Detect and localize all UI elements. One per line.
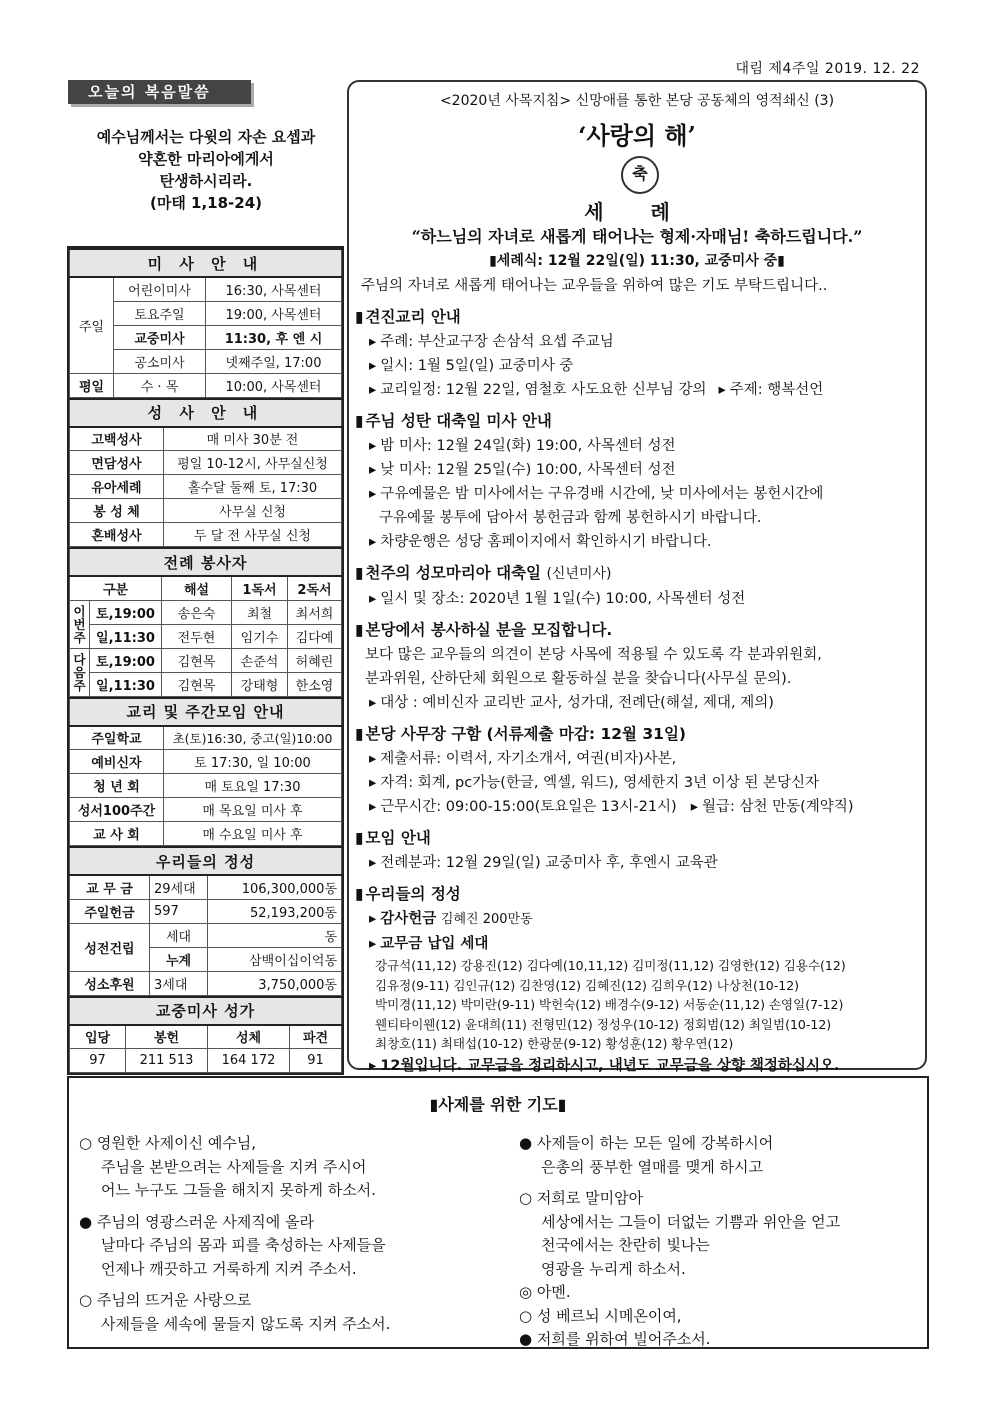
mass-time: 넷째주일, 17:00 bbox=[206, 349, 342, 373]
mass-name: 공소미사 bbox=[114, 349, 206, 373]
offering-label: 교 무 금 bbox=[70, 875, 150, 899]
sacrament-name: 유아세례 bbox=[70, 475, 164, 499]
list-item: ▸ 월급: 삼천 만동(계약직) bbox=[677, 795, 854, 819]
mass-name: 수 · 목 bbox=[114, 373, 206, 397]
server-time: 토,19:00 bbox=[90, 648, 162, 672]
prayer-line: 영광을 누리게 하소서. bbox=[541, 1259, 686, 1278]
col-header: 1독서 bbox=[232, 576, 288, 600]
sacrament-title: 성 사 안 내 bbox=[70, 399, 342, 427]
staff-hours-row bbox=[349, 795, 925, 819]
building-amount: 동 bbox=[208, 923, 342, 947]
building-sub-label: 세대 bbox=[150, 923, 208, 947]
server-time: 토,19:00 bbox=[90, 600, 162, 624]
meeting-name: 주일학교 bbox=[70, 726, 164, 750]
list-item: ▸ 주제: 행복선언 bbox=[706, 378, 823, 402]
offering-count: 597 bbox=[150, 899, 208, 923]
sacrament-name: 혼배성사 bbox=[70, 523, 164, 547]
prayer-line: ◎ 아멘. bbox=[519, 1283, 571, 1301]
name-line: 최창호(11) 최태섭(10-12) 한광문(9-12) 황성훈(12) 황우연(12) bbox=[375, 1036, 734, 1051]
prayer-line: ● 주님의 영광스러운 사제직에 올라 bbox=[79, 1212, 315, 1231]
meeting-name: 청 년 회 bbox=[70, 774, 164, 798]
gospel-text bbox=[68, 126, 344, 214]
col-header: 2독서 bbox=[288, 576, 342, 600]
mass-title: 미 사 안 내 bbox=[70, 249, 342, 277]
closing-note: ▸ 12월입니다. 교무금을 정리하시고, 내년도 교무금을 상향 책정하십시오. bbox=[349, 1054, 925, 1078]
building-sub-label: 누계 bbox=[150, 947, 208, 971]
server-time: 일,11:30 bbox=[90, 624, 162, 648]
mass-name: 토요주일 bbox=[114, 301, 206, 325]
mass-time: 19:00, 사목센터 bbox=[206, 301, 342, 325]
section-heading: ▮ 우리들의 정성 bbox=[349, 881, 925, 907]
info-sidebar bbox=[67, 246, 344, 1075]
prayer-line: 어느 누구도 그들을 해치지 못하게 하소서. bbox=[101, 1181, 376, 1199]
prayer-line: ○ 저희로 말미암아 bbox=[519, 1189, 644, 1207]
weekday-label: 평일 bbox=[70, 373, 114, 397]
offering-count: 3세대 bbox=[150, 971, 208, 995]
list-item: ▸ 자격: 회계, pc가능(한글, 엑셀, 워드), 영세한지 3년 이상 된 본당신자 bbox=[349, 771, 925, 795]
list-item bbox=[349, 907, 925, 932]
building-label: 성전건립 bbox=[70, 923, 150, 971]
list-item: ▸ 구유예물은 밤 미사에서는 구유경배 시간에, 낮 미사에서는 봉헌시간에 bbox=[349, 482, 925, 506]
prayer-line: ○ 영원한 사제이신 예수님, bbox=[79, 1134, 257, 1152]
list-item: ▸ 전례분과: 12월 29일(일) 교중미사 후, 후엔시 교육관 bbox=[349, 851, 925, 875]
name-line: 김유정(9-11) 김인규(12) 김찬영(12) 김혜진(12) 김희우(12) 나상천(10-12) bbox=[375, 977, 800, 993]
offering-count: 29세대 bbox=[150, 875, 208, 899]
list-item-continued: 구유예물 봉투에 담아서 봉헌금과 함께 봉헌하시기 바랍니다. bbox=[379, 510, 762, 526]
sacrament-info: 두 달 전 사무실 신청 bbox=[164, 523, 342, 547]
tithe-names bbox=[349, 956, 925, 1054]
server-name: 김현목 bbox=[162, 672, 232, 696]
list-item: ▸ 낮 미사: 12월 25일(수) 10:00, 사목센터 성전 bbox=[349, 458, 925, 482]
server-name: 김다예 bbox=[288, 624, 342, 648]
gospel-line: 약혼한 마리아에게서 bbox=[138, 150, 274, 168]
sunday-label: 주일 bbox=[70, 277, 114, 373]
offering-amount: 106,300,000동 bbox=[208, 875, 342, 899]
list-item: ▸ 일시 및 장소: 2020년 1월 1일(수) 10:00, 사목센터 성전 bbox=[349, 587, 925, 611]
prayer-line: ○ 주님의 뜨거운 사랑으로 bbox=[79, 1291, 252, 1309]
offering-amount: 52,193,200동 bbox=[208, 899, 342, 923]
list-item: ▸ 일시: 1월 5일(일) 교중미사 중 bbox=[349, 354, 925, 378]
name-line: 강규석(11,12) 강용진(12) 김다예(10,11,12) 김미정(11,12) 김영한(12) 김용수(12) bbox=[375, 958, 846, 973]
offering-amount: 3,750,000동 bbox=[208, 971, 342, 995]
year-title: ‘사랑의 해’ bbox=[578, 121, 696, 150]
server-name: 임기수 bbox=[232, 624, 288, 648]
gospel-line: 예수님께서는 다윗의 자손 요셉과 bbox=[96, 128, 316, 146]
paragraph-line: 분과위원, 산하단체 회원으로 활동하실 분을 찾습니다(사무실 문의). bbox=[365, 671, 792, 687]
sacrament-name: 면담성사 bbox=[70, 451, 164, 475]
sacrament-info: 사무실 신청 bbox=[164, 499, 342, 523]
section-heading: ▮ 본당에서 봉사하실 분을 모집합니다. bbox=[349, 617, 925, 643]
gospel-line: 탄생하시리라. bbox=[159, 172, 253, 190]
server-name: 송은숙 bbox=[162, 600, 232, 624]
list-item: ▸ 차량운행은 성당 홈페이지에서 확인하시기 바랍니다. bbox=[349, 530, 925, 554]
meeting-time: 토 17:30, 일 10:00 bbox=[164, 750, 342, 774]
prayer-line: 사제들을 세속에 물들지 않도록 지켜 주소서. bbox=[101, 1314, 391, 1333]
confirm-schedule-row bbox=[349, 378, 925, 402]
list-item: ▸ 밤 미사: 12월 24일(화) 19:00, 사목센터 성전 bbox=[349, 434, 925, 458]
this-week-label: 이번주 bbox=[70, 600, 90, 648]
meeting-time: 매 수요일 미사 후 bbox=[164, 822, 342, 846]
mass-time: 10:00, 사목센터 bbox=[206, 373, 342, 397]
baptism-text: 주님의 자녀로 새롭게 태어나는 교우들을 위하여 많은 기도 부탁드립니다.. bbox=[361, 278, 828, 294]
prayer-line: ○ 성 베르뇌 시메온이여, bbox=[519, 1306, 682, 1325]
paragraph-line: 보다 많은 교우들의 의견이 본당 사목에 적용될 수 있도록 각 분과위원회, bbox=[365, 647, 822, 663]
prayer-line: 은총의 풍부한 열매를 맺게 하시고 bbox=[541, 1157, 763, 1176]
section-heading: ▮ 모임 안내 bbox=[349, 825, 925, 851]
server-name: 전두현 bbox=[162, 624, 232, 648]
mass-time: 16:30, 사목센터 bbox=[206, 277, 342, 301]
hymns-title: 교중미사 성가 bbox=[70, 997, 342, 1025]
server-name: 강태형 bbox=[232, 672, 288, 696]
list-item: ▸ 대상 : 예비신자 교리반 교사, 성가대, 전례단(해설, 제대, 제의) bbox=[349, 691, 925, 715]
server-name: 한소영 bbox=[288, 672, 342, 696]
sacrament-info: 홀수달 둘째 토, 17:30 bbox=[164, 475, 342, 499]
hymn-number: 211 513 bbox=[126, 1049, 208, 1073]
offering-label: 성소후원 bbox=[70, 971, 150, 995]
offering-label: 주일헌금 bbox=[70, 899, 150, 923]
server-name: 최철 bbox=[232, 600, 288, 624]
meeting-time: 초(토)16:30, 중고(일)10:00 bbox=[164, 726, 342, 750]
servers-title: 전례 봉사자 bbox=[70, 548, 342, 576]
list-item: ▸ 주례: 부산교구장 손삼석 요셉 주교님 bbox=[349, 330, 925, 354]
meeting-name: 교 사 회 bbox=[70, 822, 164, 846]
bulletin-date: 대림 제4주일 2019. 12. 22 bbox=[735, 61, 920, 77]
hymn-number: 97 bbox=[70, 1049, 126, 1073]
offering-title: 우리들의 정성 bbox=[70, 847, 342, 875]
name-line: 웬티타이웬(12) 윤대희(11) 전형민(12) 정성우(10-12) 정회범(12) 최일범(10-12) bbox=[375, 1016, 832, 1032]
mass-name: 어린이미사 bbox=[114, 277, 206, 301]
prayer-line: 세상에서는 그들이 더없는 기쁨과 위안을 얻고 bbox=[541, 1212, 841, 1231]
prayer-right-column bbox=[519, 1132, 919, 1352]
col-header: 구분 bbox=[70, 576, 162, 600]
pastoral-subtitle: <2020년 사목지침> 신망애를 통한 본당 공동체의 영적쇄신 (3) bbox=[439, 93, 835, 109]
server-name: 김현목 bbox=[162, 648, 232, 672]
server-name: 허혜린 bbox=[288, 648, 342, 672]
hymn-number: 91 bbox=[290, 1049, 342, 1073]
hymns-table bbox=[69, 996, 342, 1074]
baptism-quote: “하느님의 자녀로 새롭게 태어나는 형제·자매님! 축하드립니다.” bbox=[411, 227, 863, 246]
section-heading: ▮ 본당 사무장 구함 (서류제출 마감: 12월 31일) bbox=[349, 721, 925, 747]
offering-table bbox=[69, 846, 342, 996]
next-week-label: 다음주 bbox=[70, 648, 90, 696]
meeting-name: 성서100주간 bbox=[70, 798, 164, 822]
mass-name: 교중미사 bbox=[114, 325, 206, 349]
thanks-label: 감사헌금 bbox=[380, 911, 437, 927]
servers-table bbox=[69, 547, 342, 697]
section-heading: ▮ 견진교리 안내 bbox=[349, 304, 925, 330]
list-item: ▸ 제출서류: 이력서, 자기소개서, 여권(비자)사본, bbox=[349, 747, 925, 771]
list-item: ▸ 교리일정: 12월 22일, 염철호 사도요한 신부님 강의 bbox=[349, 378, 706, 402]
hymn-header: 봉헌 bbox=[126, 1025, 208, 1049]
meeting-time: 매 목요일 미사 후 bbox=[164, 798, 342, 822]
prayer-line: 천국에서는 찬란히 빛나는 bbox=[541, 1236, 710, 1254]
meeting-time: 매 토요일 17:30 bbox=[164, 774, 342, 798]
hymn-header: 파견 bbox=[290, 1025, 342, 1049]
prayer-left-column bbox=[79, 1132, 499, 1336]
prayer-line: ● 사제들이 하는 모든 일에 강복하시어 bbox=[519, 1134, 774, 1152]
hymn-header: 성체 bbox=[208, 1025, 290, 1049]
prayer-line: 날마다 주님의 몸과 피를 축성하는 사제들을 bbox=[101, 1236, 386, 1254]
thanks-value: 김혜진 200만동 bbox=[440, 912, 533, 927]
sacrament-info: 매 미사 30분 전 bbox=[164, 427, 342, 451]
col-header: 해설 bbox=[162, 576, 232, 600]
baptism-title: 세 례 bbox=[584, 200, 690, 224]
prayer-title: ▮사제를 위한 기도▮ bbox=[429, 1095, 567, 1114]
list-item: ▸ 교무금 납입 세대 bbox=[349, 932, 925, 956]
server-name: 최서희 bbox=[288, 600, 342, 624]
sacrament-name: 고백성사 bbox=[70, 427, 164, 451]
name-line: 박미경(11,12) 박미란(9-11) 박헌숙(12) 배경수(9-12) 서동순(11,12) 손영일(7-12) bbox=[375, 997, 844, 1012]
baptism-date: ▮세례식: 12월 22일(일) 11:30, 교중미사 중▮ bbox=[489, 253, 785, 269]
server-name: 손준석 bbox=[232, 648, 288, 672]
section-heading: ▮ 주님 성탄 대축일 미사 안내 bbox=[349, 408, 925, 434]
celebration-emblem: 축 bbox=[621, 156, 659, 194]
list-item: ▸ 근무시간: 09:00-15:00(토요일은 13시-21시) bbox=[349, 795, 677, 819]
announcement-body bbox=[349, 274, 925, 1078]
sacrament-name: 봉 성 체 bbox=[70, 499, 164, 523]
meeting-name: 예비신자 bbox=[70, 750, 164, 774]
section-heading bbox=[349, 560, 925, 587]
sacrament-table bbox=[69, 398, 342, 548]
prayer-line: 언제나 깨끗하고 거룩하게 지켜 주소서. bbox=[101, 1259, 357, 1278]
hymn-number: 164 172 bbox=[208, 1049, 290, 1073]
gospel-title: 오늘의 복음말씀 bbox=[68, 80, 251, 104]
mass-time: 11:30, 후 엔 시 bbox=[206, 325, 342, 349]
prayer-line: 주님을 본받으려는 사제들을 지켜 주시어 bbox=[101, 1157, 367, 1176]
server-time: 일,11:30 bbox=[90, 672, 162, 696]
hymn-header: 입당 bbox=[70, 1025, 126, 1049]
meetings-title: 교리 및 주간모임 안내 bbox=[70, 698, 342, 726]
prayer-box bbox=[67, 1076, 929, 1349]
announcements-box bbox=[347, 80, 927, 1074]
mary-subtitle: (신년미사) bbox=[546, 566, 612, 582]
mass-table bbox=[69, 248, 342, 398]
sacrament-info: 평일 10-12시, 사무실신청 bbox=[164, 451, 342, 475]
building-amount: 삼백이십이억동 bbox=[208, 947, 342, 971]
gospel-reference: (마태 1,18-24) bbox=[149, 194, 263, 212]
mary-title: 천주의 성모마리아 대축일 bbox=[365, 564, 542, 582]
prayer-line: ● 저희를 위하여 빌어주소서. bbox=[519, 1330, 711, 1348]
meetings-table bbox=[69, 697, 342, 847]
